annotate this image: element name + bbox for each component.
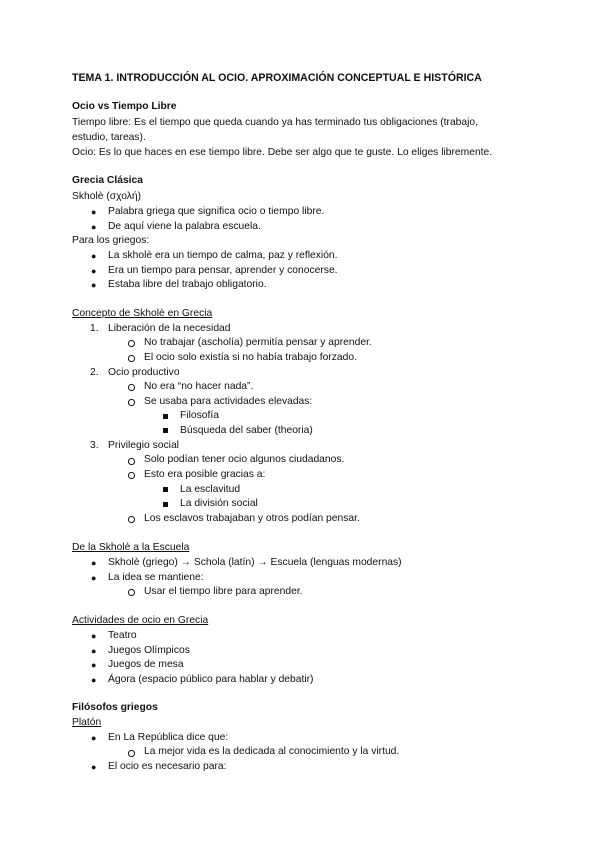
- section-heading-concepto: Concepto de Skholè en Grecia: [72, 308, 213, 319]
- list-item: El ocio solo existía si no había trabajo forzado.: [144, 352, 357, 363]
- bullet-icon: ●: [91, 660, 97, 670]
- circle-bullet-icon: [128, 589, 135, 596]
- list-number: 1.: [90, 323, 99, 334]
- circle-bullet-icon: [128, 340, 135, 347]
- list-item: La mejor vida es la dedicada al conocimiento y la virtud.: [144, 746, 400, 757]
- section-heading-escuela: De la Skholè a la Escuela: [72, 542, 190, 553]
- bullet-icon: ●: [91, 222, 97, 232]
- bullet-icon: ●: [91, 733, 97, 743]
- section-heading-grecia: Grecia Clásica: [72, 175, 143, 186]
- list-item: Se usaba para actividades elevadas:: [144, 396, 313, 407]
- square-bullet-icon: [163, 502, 168, 507]
- list-item: En La República dice que:: [108, 732, 229, 743]
- square-bullet-icon: [163, 414, 168, 419]
- list-item: Palabra griega que significa ocio o tiempo libre.: [108, 206, 325, 217]
- skhole-term: Skholè (σχολή): [72, 191, 142, 202]
- square-bullet-icon: [163, 428, 168, 433]
- paragraph-ocio: Ocio: Es lo que haces en ese tiempo libre. Debe ser algo que te guste. Lo eliges libremente.: [72, 147, 493, 158]
- bullet-icon: ●: [91, 675, 97, 685]
- bullet-icon: ●: [91, 280, 97, 290]
- bullet-icon: ●: [91, 762, 97, 772]
- list-item: No era “no hacer nada”.: [144, 381, 254, 392]
- list-item: Privilegio social: [108, 440, 179, 451]
- list-item: Esto era posible gracias a:: [144, 469, 266, 480]
- bullet-icon: ●: [91, 266, 97, 276]
- bullet-icon: ●: [91, 646, 97, 656]
- section-heading-ocio-vs: Ocio vs Tiempo Libre: [72, 101, 177, 112]
- list-number: 2.: [90, 367, 99, 378]
- list-item: Ocio productivo: [108, 367, 180, 378]
- subheading-platon: Platón: [72, 717, 102, 728]
- circle-bullet-icon: [128, 516, 135, 523]
- paragraph-tiempo-libre: Tiempo libre: Es el tiempo que queda cuando ya has terminado tus obligaciones (trabajo,: [72, 117, 479, 128]
- list-item: El ocio es necesario para:: [108, 761, 227, 772]
- bullet-icon: ●: [91, 207, 97, 217]
- list-item: Filosofía: [180, 410, 219, 421]
- list-item: La idea se mantiene:: [108, 572, 204, 583]
- list-item: La esclavitud: [180, 484, 241, 495]
- circle-bullet-icon: [128, 458, 135, 465]
- list-item: Estaba libre del trabajo obligatorio.: [108, 279, 267, 290]
- bullet-icon: ●: [91, 631, 97, 641]
- circle-bullet-icon: [128, 355, 135, 362]
- section-heading-actividades: Actividades de ocio en Grecia: [72, 615, 209, 626]
- list-item: Los esclavos trabajaban y otros podían pensar.: [144, 513, 360, 524]
- circle-bullet-icon: [128, 399, 135, 406]
- document-title: TEMA 1. INTRODUCCIÓN AL OCIO. APROXIMACIÓN CONCEPTUAL E HISTÓRICA: [72, 72, 482, 84]
- list-item: Ágora (espacio público para hablar y debatir): [108, 674, 314, 685]
- list-item: La división social: [180, 498, 258, 509]
- circle-bullet-icon: [128, 472, 135, 479]
- list-number: 3.: [90, 440, 99, 451]
- list-item: Juegos Olímpicos: [108, 645, 190, 656]
- bullet-icon: ●: [91, 573, 97, 583]
- circle-bullet-icon: [128, 384, 135, 391]
- list-item: Juegos de mesa: [108, 659, 184, 670]
- circle-bullet-icon: [128, 750, 135, 757]
- list-item: Búsqueda del saber (theoria): [180, 425, 313, 436]
- list-item: Skholè (griego) → Schola (latín) → Escuela (lenguas modernas): [108, 557, 402, 568]
- bullet-icon: ●: [91, 251, 97, 261]
- list-item: No trabajar (ascholía) permitía pensar y aprender.: [144, 337, 372, 348]
- bullet-icon: ●: [91, 558, 97, 568]
- list-item: De aquí viene la palabra escuela.: [108, 221, 261, 232]
- para-los-griegos: Para los griegos:: [72, 235, 150, 246]
- square-bullet-icon: [163, 487, 168, 492]
- list-item: Usar el tiempo libre para aprender.: [144, 586, 303, 597]
- list-item: Solo podían tener ocio algunos ciudadanos.: [144, 454, 345, 465]
- list-item: Era un tiempo para pensar, aprender y conocerse.: [108, 265, 338, 276]
- list-item: Teatro: [108, 630, 137, 641]
- section-heading-filosofos: Filósofos griegos: [72, 702, 158, 713]
- list-item: Liberación de la necesidad: [108, 323, 231, 334]
- paragraph-tiempo-libre-cont: estudio, tareas).: [72, 132, 146, 143]
- list-item: La skholè era un tiempo de calma, paz y reflexión.: [108, 250, 338, 261]
